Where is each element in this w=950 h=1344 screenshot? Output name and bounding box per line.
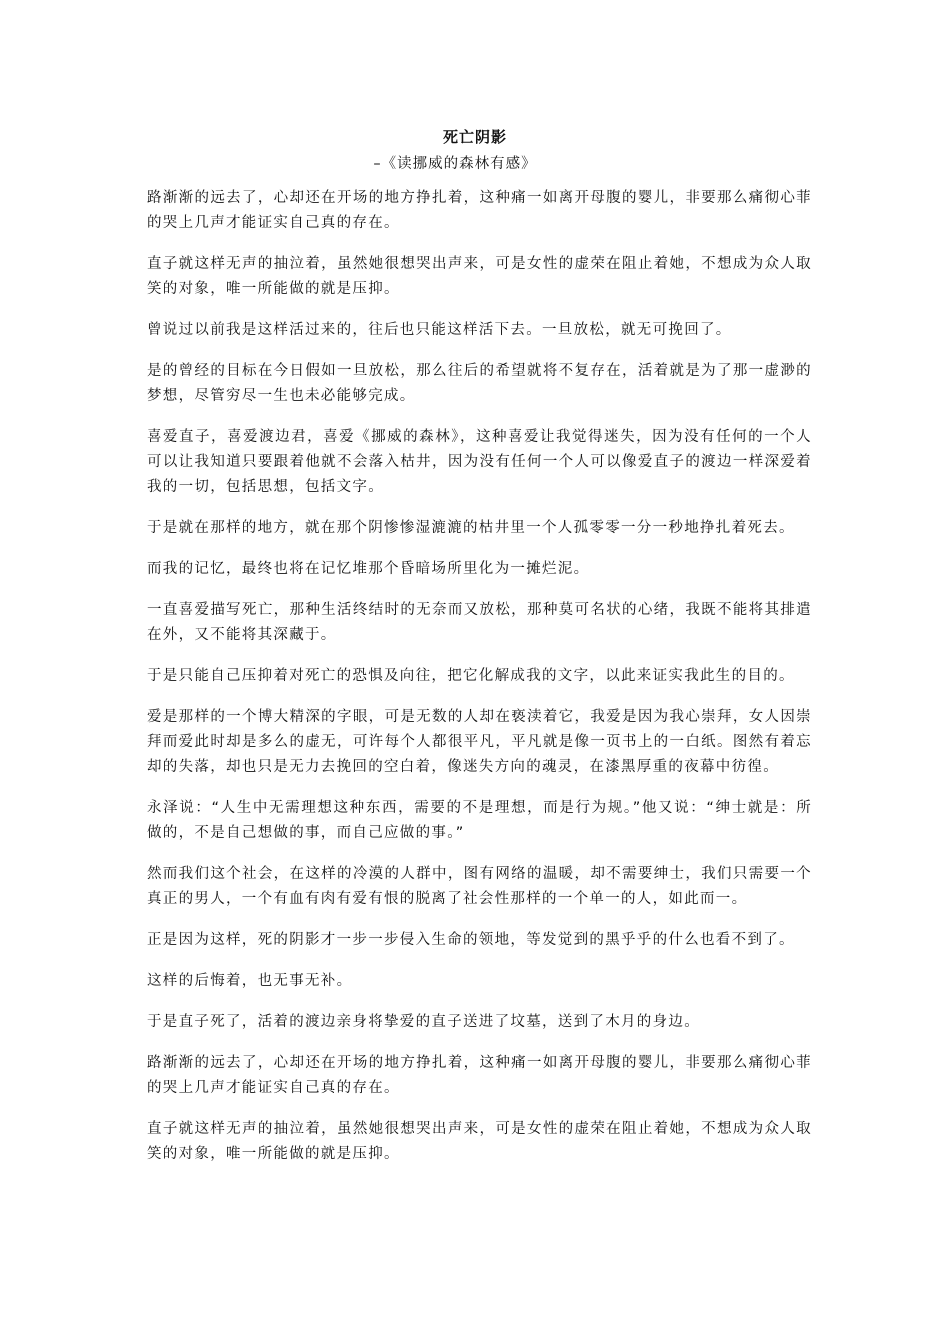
paragraph: 于是就在那样的地方，就在那个阴惨惨湿漉漉的枯井里一个人孤零零一分一秒地挣扎着死去。 <box>147 520 795 536</box>
paragraph: 然而我们这个社会，在这样的冷漠的人群中，图有网络的温暖，却不需要绅士，我们只需要一个真正的男人，一个有血有肉有爱有恨的脱离了社会性那样的一个单一的人，如此而一。 <box>147 866 812 907</box>
paragraph: 直子就这样无声的抽泣着，虽然她很想哭出声来，可是女性的虚荣在阻止着她，不想成为众人取笑的对象，唯一所能做的就是压抑。 <box>147 1121 812 1162</box>
document-subtitle: –《读挪威的森林有感》 <box>373 156 537 172</box>
paragraph: 于是只能自己压抑着对死亡的恐惧及向往，把它化解成我的文字，以此来证实我此生的目的。 <box>147 668 795 684</box>
paragraph: 直子就这样无声的抽泣着，虽然她很想哭出声来，可是女性的虚荣在阻止着她，不想成为众人取笑的对象，唯一所能做的就是压抑。 <box>147 256 812 297</box>
document-body <box>147 186 812 1183</box>
paragraph: 这样的后悔着，也无事无补。 <box>147 973 353 989</box>
paragraph: 路渐渐的远去了，心却还在开场的地方挣扎着，这种痛一如离开母腹的婴儿，非要那么痛彻心菲的哭上几声才能证实自己真的存在。 <box>147 190 812 231</box>
document-title: 死亡阴影 <box>442 128 507 146</box>
paragraph: 喜爱直子，喜爱渡边君，喜爱《挪威的森林》，这种喜爱让我觉得迷失，因为没有任何的一个人可以让我知道只要跟着他就不会落入枯井，因为没有任何一个人可以像爱直子的渡边一样深爱着我的一切，包括思想，包括文字。 <box>147 429 812 495</box>
paragraph: 路渐渐的远去了，心却还在开场的地方挣扎着，这种痛一如离开母腹的婴儿，非要那么痛彻心菲的哭上几声才能证实自己真的存在。 <box>147 1055 812 1096</box>
paragraph: 永泽说：“人生中无需理想这种东西，需要的不是理想，而是行为规。”他又说：“绅士就是：所做的，不是自己想做的事，而自己应做的事。” <box>147 800 812 841</box>
paragraph: 爱是那样的一个博大精深的字眼，可是无数的人却在亵渎着它，我爱是因为我心崇拜，女人因崇拜而爱此时却是多么的虚无，可许每个人都很平凡，平凡就是像一页书上的一白纸。图然有着忘却的失落，却也只是无力去挽回的空白着，像迷失方向的魂灵，在漆黑厚重的夜幕中彷徨。 <box>147 709 812 775</box>
paragraph: 曾说过以前我是这样活过来的，往后也只能这样活下去。一旦放松，就无可挽回了。 <box>147 322 732 338</box>
paragraph: 而我的记忆，最终也将在记忆堆那个昏暗场所里化为一摊烂泥。 <box>147 561 590 577</box>
paragraph: 一直喜爱描写死亡，那种生活终结时的无奈而又放松，那种莫可名状的心绪，我既不能将其排遣在外，又不能将其深藏于。 <box>147 602 812 643</box>
paragraph: 正是因为这样，死的阴影才一步一步侵入生命的领地，等发觉到的黑乎乎的什么也看不到了。 <box>147 932 795 948</box>
paragraph: 是的曾经的目标在今日假如一旦放松，那么往后的希望就将不复存在，活着就是为了那一虚渺的梦想，尽管穷尽一生也未必能够完成。 <box>147 363 812 404</box>
paragraph: 于是直子死了，活着的渡边亲身将挚爱的直子送进了坟墓，送到了木月的身边。 <box>147 1014 700 1030</box>
